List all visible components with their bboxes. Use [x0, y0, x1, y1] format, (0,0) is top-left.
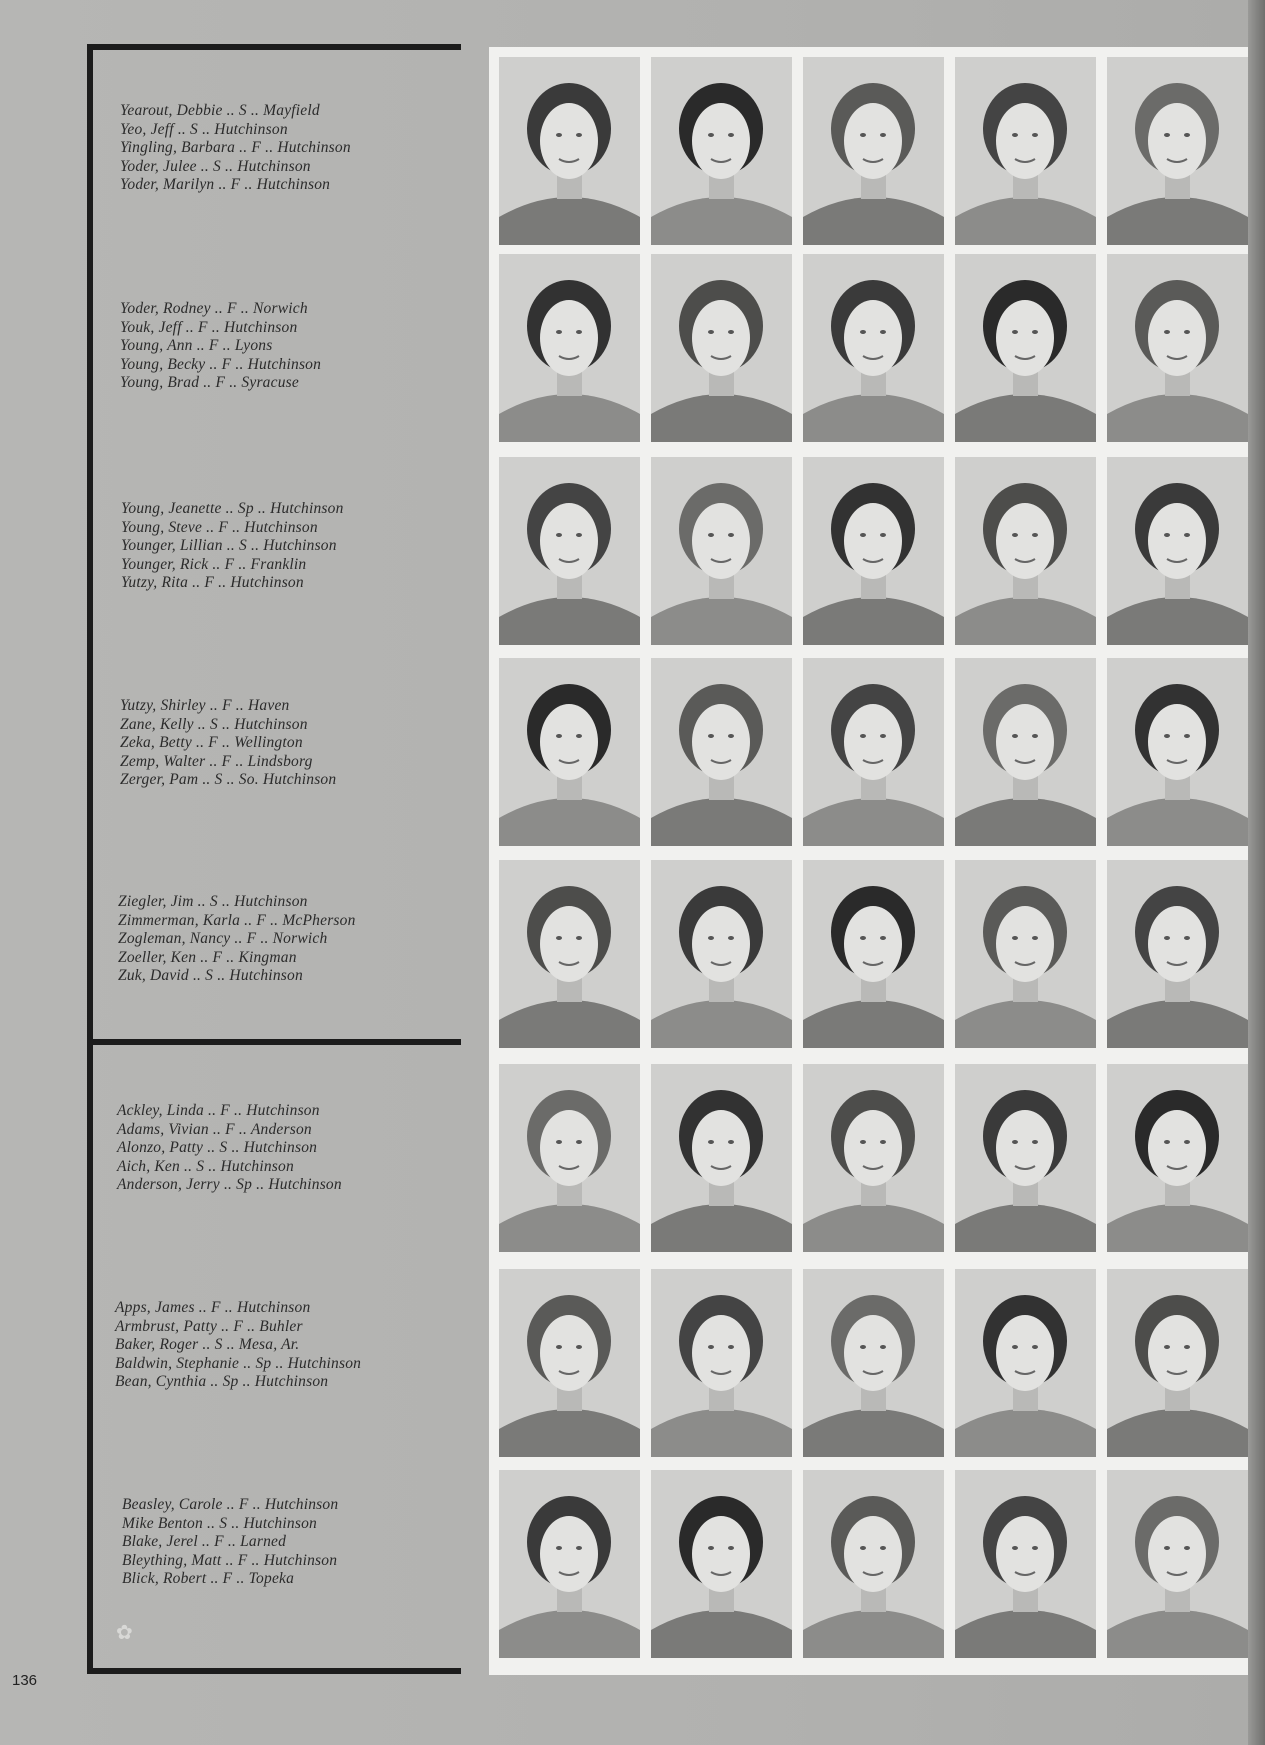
- student-name: Zane, Kelly .. S .. Hutchinson: [120, 715, 308, 733]
- student-portrait: [499, 57, 640, 245]
- student-name: Young, Ann .. F .. Lyons: [120, 337, 273, 355]
- student-name: Beasley, Carole .. F .. Hutchinson: [122, 1496, 339, 1513]
- student-name: Apps, James .. F .. Hutchinson: [115, 1299, 311, 1316]
- student-name: Zimmerman, Karla .. F .. McPherson: [118, 911, 356, 929]
- student-portrait: [651, 57, 792, 245]
- page-number: 136: [12, 1672, 38, 1689]
- student-portrait: [499, 860, 640, 1048]
- student-name: Baldwin, Stephanie .. Sp .. Hutchinson: [115, 1354, 362, 1372]
- student-name: Adams, Vivian .. F .. Anderson: [117, 1120, 312, 1138]
- student-name: Yearout, Debbie .. S .. Mayfield: [120, 102, 320, 119]
- student-name: Yoder, Julee .. S .. Hutchinson: [120, 157, 311, 175]
- student-portrait: [1107, 1269, 1248, 1457]
- name-list-row-7: [115, 1299, 445, 1392]
- student-portrait: [499, 254, 640, 442]
- student-name: Bleything, Matt .. F .. Hutchinson: [122, 1551, 338, 1569]
- student-name: Yoder, Marilyn .. F .. Hutchinson: [120, 176, 331, 194]
- student-portrait: [1107, 457, 1248, 645]
- section-divider-rule: [87, 1039, 461, 1045]
- student-portrait: [803, 1470, 944, 1658]
- student-portrait: [651, 457, 792, 645]
- student-portrait: [499, 1269, 640, 1457]
- student-portrait: [955, 1064, 1096, 1252]
- student-portrait: [651, 658, 792, 846]
- student-portrait: [955, 57, 1096, 245]
- student-name: Anderson, Jerry .. Sp .. Hutchinson: [117, 1176, 342, 1194]
- student-portrait: [1107, 1470, 1248, 1658]
- portrait-grid: [489, 47, 1248, 1675]
- student-name: Blick, Robert .. F .. Topeka: [122, 1570, 295, 1588]
- student-portrait: [955, 1470, 1096, 1658]
- student-name: Ziegler, Jim .. S .. Hutchinson: [118, 893, 308, 910]
- student-name: Zerger, Pam .. S .. So. Hutchinson: [120, 771, 337, 789]
- student-portrait: [499, 1064, 640, 1252]
- top-rule: [87, 44, 461, 50]
- student-portrait: [651, 1269, 792, 1457]
- student-portrait: [803, 1269, 944, 1457]
- student-portrait: [955, 457, 1096, 645]
- student-name: Zemp, Walter .. F .. Lindsborg: [120, 752, 313, 770]
- student-name: Young, Jeanette .. Sp .. Hutchinson: [121, 500, 344, 517]
- student-portrait: [955, 254, 1096, 442]
- name-list-row-4: [120, 697, 450, 790]
- name-list-row-1: [120, 102, 450, 195]
- student-name: Baker, Roger .. S .. Mesa, Ar.: [115, 1336, 300, 1354]
- student-name: Youk, Jeff .. F .. Hutchinson: [120, 318, 298, 336]
- student-name: Younger, Rick .. F .. Franklin: [121, 555, 307, 573]
- student-portrait: [651, 1064, 792, 1252]
- student-name: Armbrust, Patty .. F .. Buhler: [115, 1317, 303, 1335]
- student-name: Zogleman, Nancy .. F .. Norwich: [118, 930, 328, 948]
- student-portrait: [499, 658, 640, 846]
- name-list-row-3: [121, 500, 451, 593]
- student-portrait: [803, 457, 944, 645]
- bottom-rule: [87, 1668, 461, 1674]
- student-name: Young, Becky .. F .. Hutchinson: [120, 355, 322, 373]
- student-portrait: [651, 860, 792, 1048]
- student-portrait: [1107, 658, 1248, 846]
- page-gutter-shadow: [1248, 0, 1265, 1745]
- student-portrait: [499, 457, 640, 645]
- student-portrait: [1107, 254, 1248, 442]
- student-name: Alonzo, Patty .. S .. Hutchinson: [117, 1139, 318, 1157]
- student-portrait: [803, 860, 944, 1048]
- left-bracket-rule: [87, 44, 93, 1674]
- student-name: Yingling, Barbara .. F .. Hutchinson: [120, 139, 351, 157]
- student-name: Younger, Lillian .. S .. Hutchinson: [121, 537, 337, 555]
- student-name: Zuk, David .. S .. Hutchinson: [118, 967, 303, 985]
- student-portrait: [955, 658, 1096, 846]
- student-name: Ackley, Linda .. F .. Hutchinson: [117, 1102, 320, 1119]
- student-portrait: [803, 658, 944, 846]
- name-list-row-2: [120, 300, 450, 393]
- student-name: Yutzy, Shirley .. F .. Haven: [120, 697, 290, 714]
- student-name: Zeka, Betty .. F .. Wellington: [120, 734, 303, 752]
- student-portrait: [651, 1470, 792, 1658]
- name-list-row-8: [122, 1496, 452, 1589]
- student-portrait: [803, 254, 944, 442]
- student-name: Yoder, Rodney .. F .. Norwich: [120, 300, 308, 317]
- student-name: Aich, Ken .. S .. Hutchinson: [117, 1157, 294, 1175]
- student-portrait: [1107, 860, 1248, 1048]
- student-name: Zoeller, Ken .. F .. Kingman: [118, 948, 297, 966]
- student-portrait: [955, 1269, 1096, 1457]
- student-name: Yeo, Jeff .. S .. Hutchinson: [120, 120, 288, 138]
- student-name: Young, Steve .. F .. Hutchinson: [121, 518, 318, 536]
- student-portrait: [499, 1470, 640, 1658]
- name-list-row-6: [117, 1102, 447, 1195]
- student-portrait: [803, 1064, 944, 1252]
- logo-mark-icon: ✿: [116, 1622, 133, 1644]
- name-list-row-5: [118, 893, 448, 986]
- student-name: Bean, Cynthia .. Sp .. Hutchinson: [115, 1373, 329, 1391]
- student-name: Mike Benton .. S .. Hutchinson: [122, 1514, 317, 1532]
- student-name: Blake, Jerel .. F .. Larned: [122, 1533, 287, 1551]
- student-name: Young, Brad .. F .. Syracuse: [120, 374, 299, 392]
- student-portrait: [651, 254, 792, 442]
- student-portrait: [955, 860, 1096, 1048]
- student-name: Yutzy, Rita .. F .. Hutchinson: [121, 574, 304, 592]
- student-portrait: [803, 57, 944, 245]
- student-portrait: [1107, 1064, 1248, 1252]
- student-portrait: [1107, 57, 1248, 245]
